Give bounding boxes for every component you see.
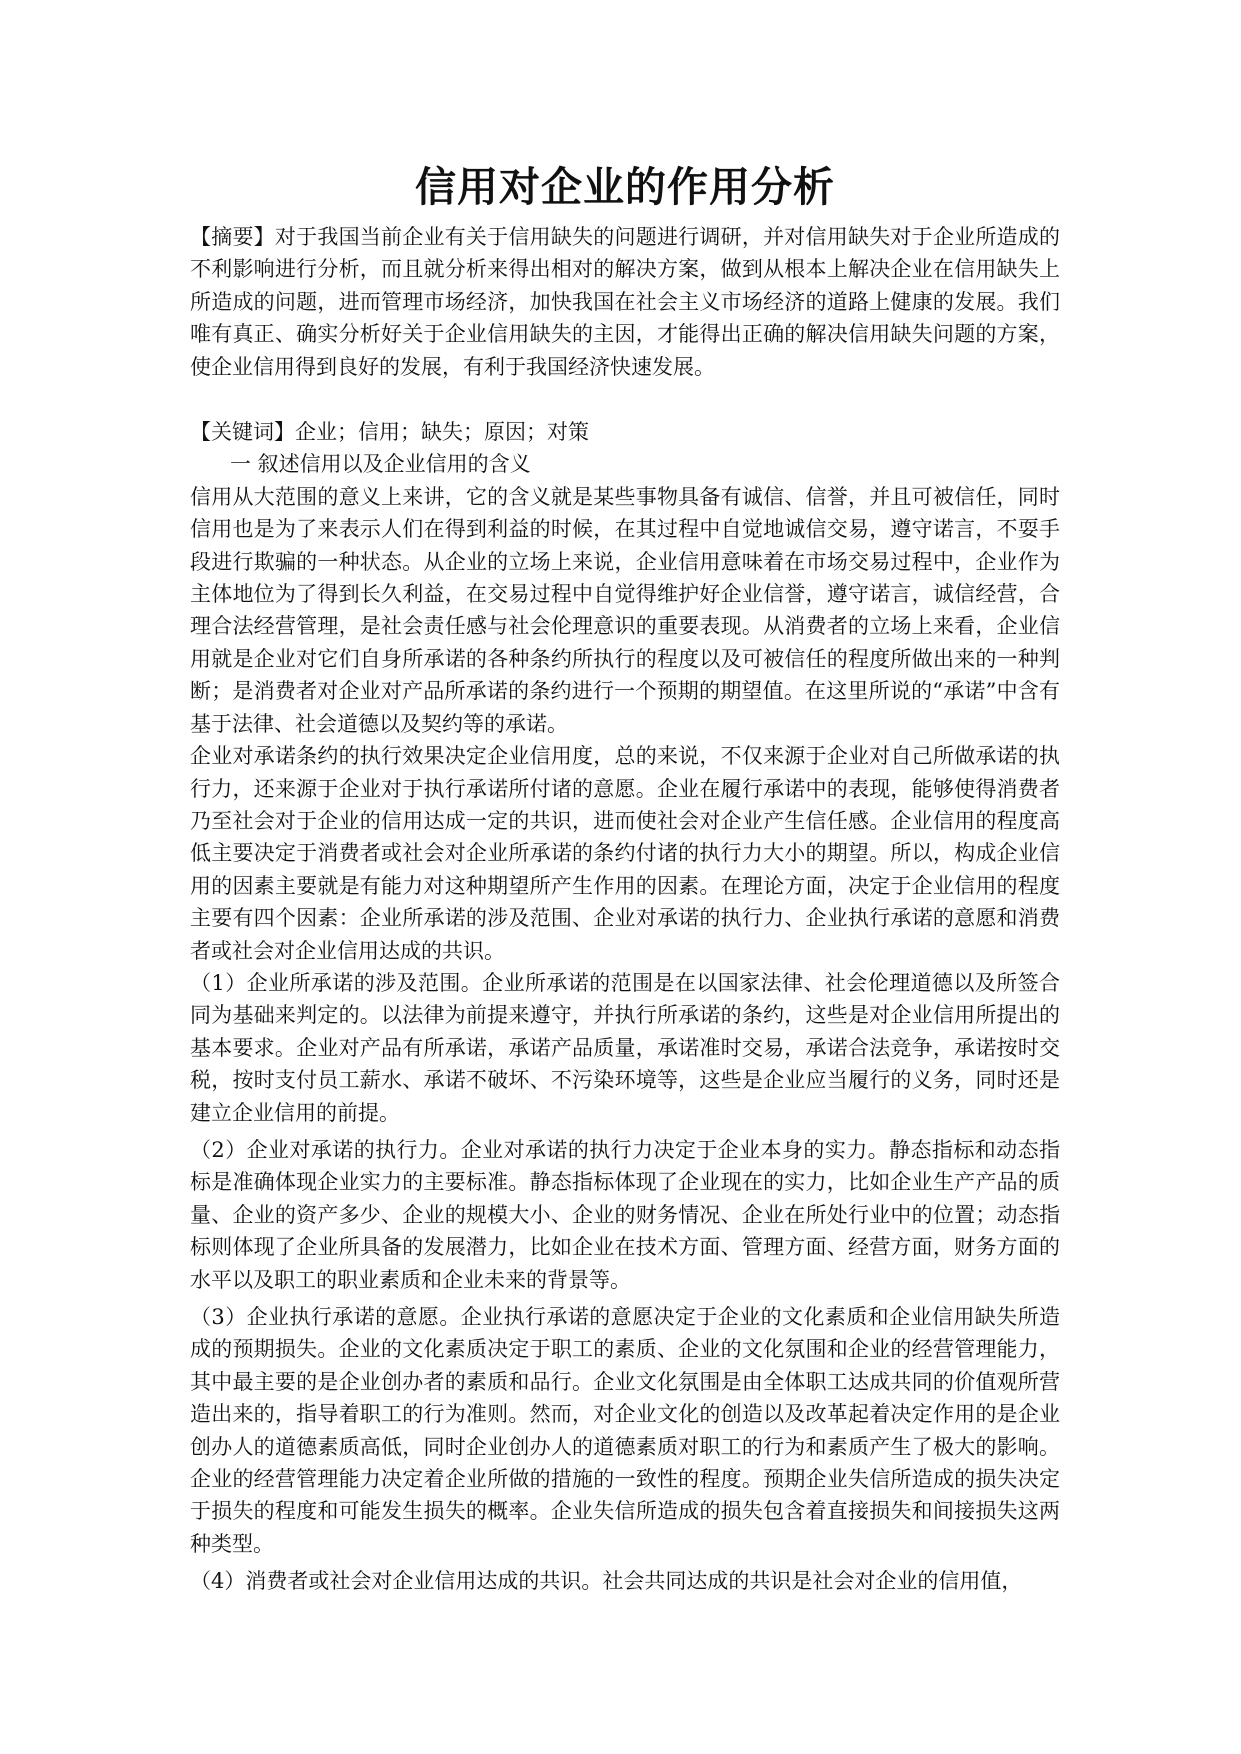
document-title: 信用对企业的作用分析 (415, 163, 835, 211)
keywords-line: 【关键词】企业；信用；缺失；原因；对策 (190, 420, 589, 445)
document-body (190, 158, 1060, 1598)
list-item: （2）企业对承诺的执行力。企业对承诺的执行力决定于企业本身的实力。静态指标和动态指标是准确体现企业实力的主要标准。静态指标体现了企业现在的实力，比如企业生产产品的质量、企业的资产多少、企业的规模大小、企业的财务情况、企业在所处行业中的位置；动态指标则体现了企业所具备的发展潜力，比如企业在技术方面、管理方面、经营方面，财务方面的水平以及职工的职业素质和企业未来的背景等。 (190, 1137, 1060, 1292)
list-item: （4）消费者或社会对企业信用达成的共识。社会共同达成的共识是社会对企业的信用值， (190, 1569, 1023, 1594)
body-paragraph: 信用从大范围的意义上来讲，它的含义就是某些事物具备有诚信、信誉，并且可被信任，同时信用也是为了来表示人们在得到利益的时候，在其过程中自觉地诚信交易，遵守诺言，不耍手段进行欺骗的一种状态。从企业的立场上来说，企业信用意味着在市场交易过程中，企业作为主体地位为了得到长久利益，在交易过程中自觉得维护好企业信誉，遵守诺言，诚信经营，合理合法经营管理，是社会责任感与社会伦理意识的重要表现。从消费者的立场上来看，企业信用就是企业对它们自身所承诺的各种条约所执行的程度以及可被信任的程度所做出来的一种判断；是消费者对企业对产品所承诺的条约进行一个预期的期望值。在这里所说的“承诺”中含有基于法律、社会道德以及契约等的承诺。 (190, 484, 1060, 736)
list-item: （1）企业所承诺的涉及范围。企业所承诺的范围是在以国家法律、社会伦理道德以及所签合同为基础来判定的。以法律为前提来遵守，并执行所承诺的条约，这些是对企业信用所提出的基本要求。企业对产品有所承诺，承诺产品质量，承诺准时交易，承诺合法竞争，承诺按时交税，按时支付员工薪水、承诺不破坏、不污染环境等，这些是企业应当履行的义务，同时还是建立企业信用的前提。 (190, 970, 1060, 1125)
list-item: （3）企业执行承诺的意愿。企业执行承诺的意愿决定于企业的文化素质和企业信用缺失所造成的预期损失。企业的文化素质决定于职工的素质、企业的文化氛围和企业的经营管理能力，其中最主要的是企业创办者的素质和品行。企业文化氛围是由全体职工达成共同的价值观所营造出来的，指导着职工的行为准则。然而，对企业文化的创造以及改革起着决定作用的是企业创办人的道德素质高低，同时企业创办人的道德素质对职工的行为和素质产生了极大的影响。企业的经营管理能力决定着企业所做的措施的一致性的程度。预期企业失信所造成的损失决定于损失的程度和可能发生损失的概率。企业失信所造成的损失包含着直接损失和间接损失这两种类型。 (190, 1305, 1060, 1556)
section-heading: 一 叙述信用以及企业信用的含义 (230, 452, 531, 477)
abstract-paragraph: 【摘要】对于我国当前企业有关于信用缺失的问题进行调研，并对信用缺失对于企业所造成的不利影响进行分析，而且就分析来得出相对的解决方案，做到从根本上解决企业在信用缺失上所造成的问题，进而管理市场经济，加快我国在社会主义市场经济的道路上健康的发展。我们唯有真正、确实分析好关于企业信用缺失的主因，才能得出正确的解决信用缺失问题的方案，使企业信用得到良好的发展，有利于我国经济快速发展。 (190, 225, 1060, 379)
body-paragraph: 企业对承诺条约的执行效果决定企业信用度，总的来说，不仅来源于企业对自己所做承诺的执行力，还来源于企业对于执行承诺所付诸的意愿。企业在履行承诺中的表现，能够使得消费者乃至社会对于企业的信用达成一定的共识，进而使社会对企业产生信任感。企业信用的程度高低主要决定于消费者或社会对企业所承诺的条约付诸的执行力大小的期望。所以，构成企业信用的因素主要就是有能力对这种期望所产生作用的因素。在理论方面，决定于企业信用的程度主要有四个因素：企业所承诺的涉及范围、企业对承诺的执行力、企业执行承诺的意愿和消费者或社会对企业信用达成的共识。 (190, 744, 1060, 963)
